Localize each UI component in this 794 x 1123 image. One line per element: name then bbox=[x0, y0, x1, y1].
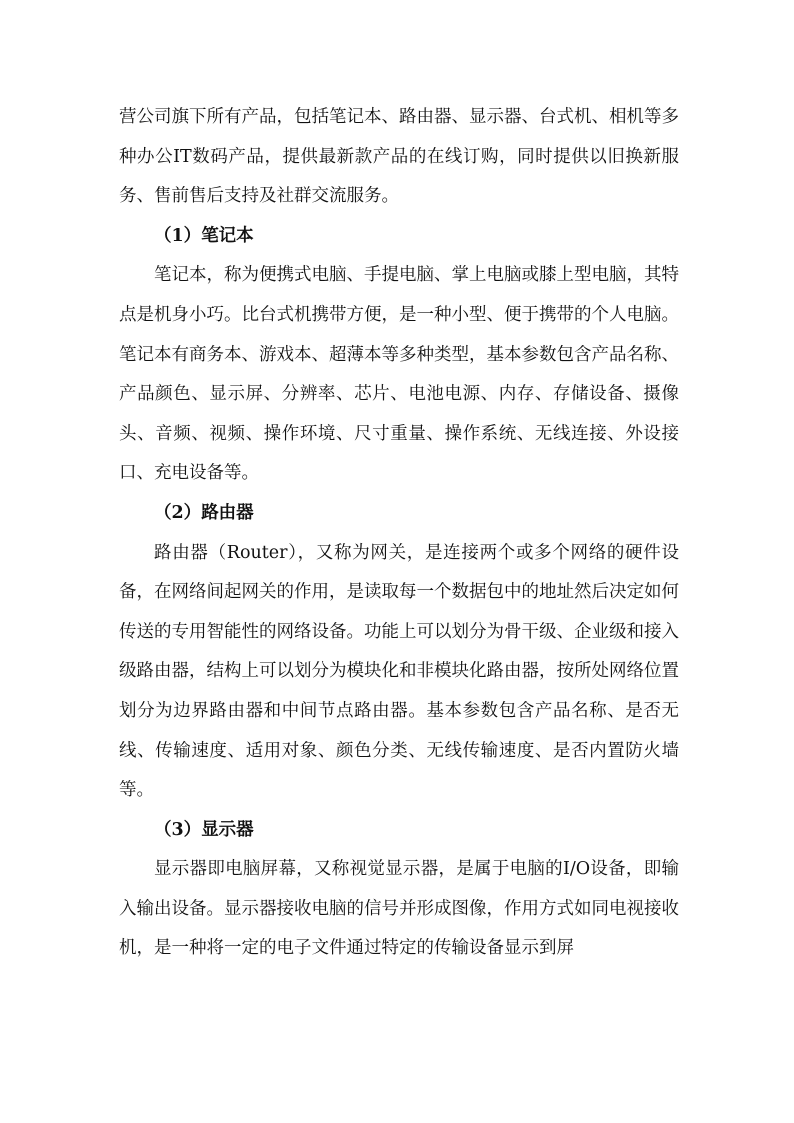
section-number: （2） bbox=[154, 502, 202, 523]
section-body-monitor: 显示器即电脑屏幕，又称视觉显示器，是属于电脑的I/O设备，即输入输出设备。显示器接收电脑的信号并形成图像，作用方式如同电视接收机，是一种将一定的电子文件通过特定的传输设备显示到屏 bbox=[119, 859, 679, 959]
section-heading-router bbox=[119, 494, 679, 534]
section-number: （1） bbox=[154, 225, 202, 246]
section-heading-monitor bbox=[119, 811, 679, 851]
section-title: 路由器 bbox=[201, 502, 254, 523]
section-heading-notebook bbox=[119, 217, 679, 257]
section-title: 显示器 bbox=[201, 819, 254, 840]
document-body bbox=[119, 98, 679, 969]
intro-paragraph: 营公司旗下所有产品，包括笔记本、路由器、显示器、台式机、相机等多种办公IT数码产品，提供最新款产品的在线订购，同时提供以旧换新服务、售前售后支持及社群交流服务。 bbox=[119, 107, 679, 207]
section-body-router: 路由器（Router），又称为网关，是连接两个或多个网络的硬件设备，在网络间起网关的作用，是读取每一个数据包中的地址然后决定如何传送的专用智能性的网络设备。功能上可以划分为骨干级、企业级和接入级路由器，结构上可以划分为模块化和非模块化路由器，按所处网络位置划分为边界路由器和中间节点路由器。基本参数包含产品名称、是否无线、传输速度、适用对象、颜色分类、无线传输速度、是否内置防火墙等。 bbox=[119, 542, 679, 801]
section-body-notebook: 笔记本，称为便携式电脑、手提电脑、掌上电脑或膝上型电脑，其特点是机身小巧。比台式机携带方便，是一种小型、便于携带的个人电脑。笔记本有商务本、游戏本、超薄本等多种类型，基本参数包含产品名称、产品颜色、显示屏、分辨率、芯片、电池电源、内存、存储设备、摄像头、音频、视频、操作环境、尺寸重量、操作系统、无线连接、外设接口、充电设备等。 bbox=[119, 265, 679, 484]
section-title: 笔记本 bbox=[201, 225, 254, 246]
section-number: （3） bbox=[154, 819, 202, 840]
